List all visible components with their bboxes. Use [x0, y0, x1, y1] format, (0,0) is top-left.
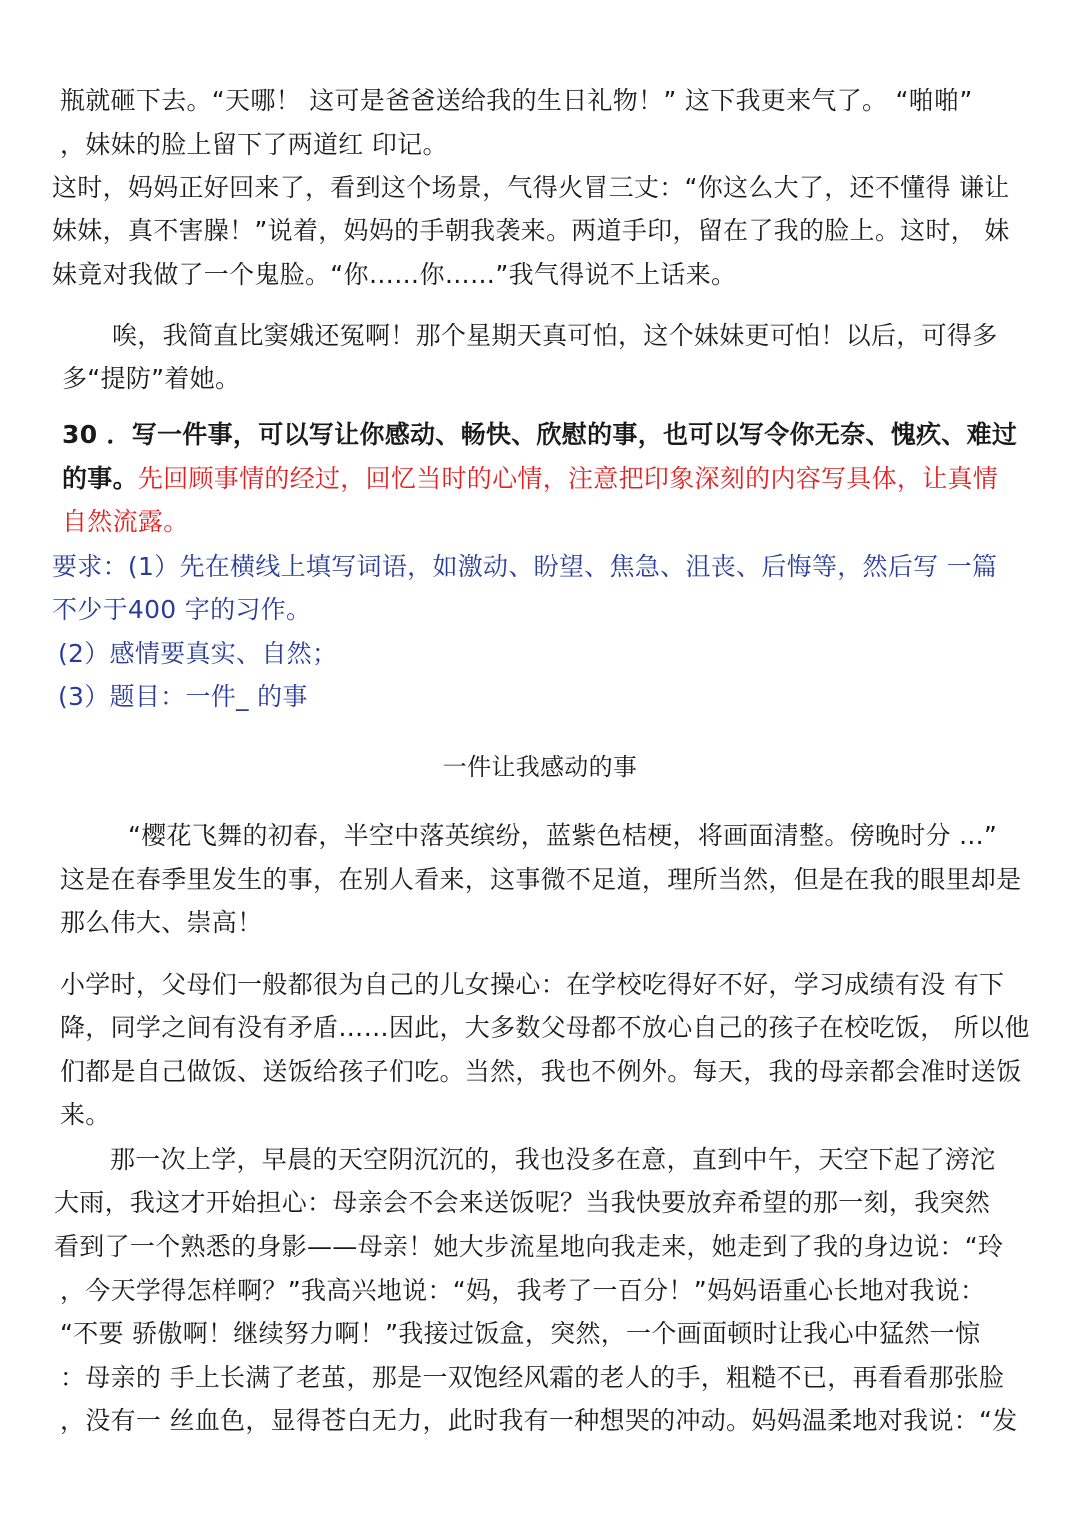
essay-line: “不要 骄傲啊！继续努力啊！”我接过饭盒，突然，一个画面顿时让我心中猛然一惊: [60, 1319, 981, 1348]
story-line: 妹竟对我做了一个鬼脸。“你……你……”我气得说不上话来。: [52, 260, 737, 289]
requirement-2: (2）感情要真实、自然；: [58, 639, 338, 668]
requirement-1-cont: 不少于400 字的习作。: [52, 595, 312, 624]
essay-line: 降，同学之间有没有矛盾……因此，大多数父母都不放心自己的孩子在校吃饭， 所以他: [60, 1013, 1030, 1042]
question-hint-end: 自然流露。: [62, 507, 189, 536]
question-heading-end: 的事。: [62, 464, 138, 493]
question-heading-line: [62, 464, 998, 494]
essay-line: 们都是自己做饭、送饭给孩子们吃。当然，我也不例外。每天，我的母亲都会准时送饭: [60, 1057, 1022, 1086]
essay-line: 那一次上学，早晨的天空阴沉沉的，我也没多在意，直到中午，天空下起了滂沱: [110, 1145, 996, 1174]
story-line: ，妹妹的脸上留下了两道红 印记。: [60, 130, 448, 159]
essay-line: 看到了一个熟悉的身影——母亲！她大步流星地向我走来，她走到了我的身边说：“玲: [54, 1232, 1004, 1261]
essay-title: 一件让我感动的事: [442, 753, 638, 781]
essay-line: ，没有一 丝血色，显得苍白无力，此时我有一种想哭的冲动。妈妈温柔地对我说：“发: [60, 1406, 1018, 1435]
requirement-3: (3）题目：一件_ 的事: [58, 682, 308, 711]
requirement-1: 要求：(1）先在横线上填写词语，如激动、盼望、焦急、沮丧、后悔等，然后写 一篇: [52, 552, 998, 581]
story-line: 唉，我简直比窦娥还冤啊！那个星期天真可怕，这个妹妹更可怕！以后，可得多: [112, 321, 998, 350]
essay-line: 那么伟大、崇高！: [60, 908, 263, 937]
story-line: 瓶就砸下去。“天哪！ 这可是爸爸送给我的生日礼物！” 这下我更来气了。 “啪啪”: [60, 86, 973, 115]
essay-line: “樱花飞舞的初春，半空中落英缤纷，蓝紫色桔梗，将画面清整。傍晚时分 ...”: [128, 821, 998, 850]
essay-line: 大雨，我这才开始担心：母亲会不会来送饭呢？当我快要放弃希望的那一刻，我突然: [54, 1188, 991, 1217]
question-heading: 30 ．写一件事，可以写让你感动、畅快、欣慰的事，也可以写令你无奈、愧疚、难过: [62, 420, 1018, 449]
story-line: 多“提防”着她。: [62, 364, 241, 393]
essay-line: 来。: [60, 1100, 111, 1129]
story-line: 这时，妈妈正好回来了，看到这个场景，气得火冒三丈：“你这么大了，还不懂得 谦让: [52, 173, 1010, 202]
story-line: 妹妹，真不害臊！”说着，妈妈的手朝我袭来。两道手印，留在了我的脸上。这时， 妹: [52, 216, 1010, 245]
essay-line: ：母亲的 手上长满了老茧，那是一双饱经风霜的老人的手，粗糙不已，再看看那张脸: [60, 1363, 1005, 1392]
essay-line: ，今天学得怎样啊？”我高兴地说：“妈，我考了一百分！”妈妈语重心长地对我说：: [60, 1276, 986, 1305]
question-hint: 先回顾事情的经过，回忆当时的心情，注意把印象深刻的内容写具体，让真情: [137, 464, 999, 493]
essay-line: 这是在春季里发生的事，在别人看来，这事微不足道，理所当然，但是在我的眼里却是: [60, 865, 1022, 894]
essay-line: 小学时，父母们一般都很为自己的儿女操心：在学校吃得好不好，学习成绩有没 有下: [60, 970, 1005, 999]
